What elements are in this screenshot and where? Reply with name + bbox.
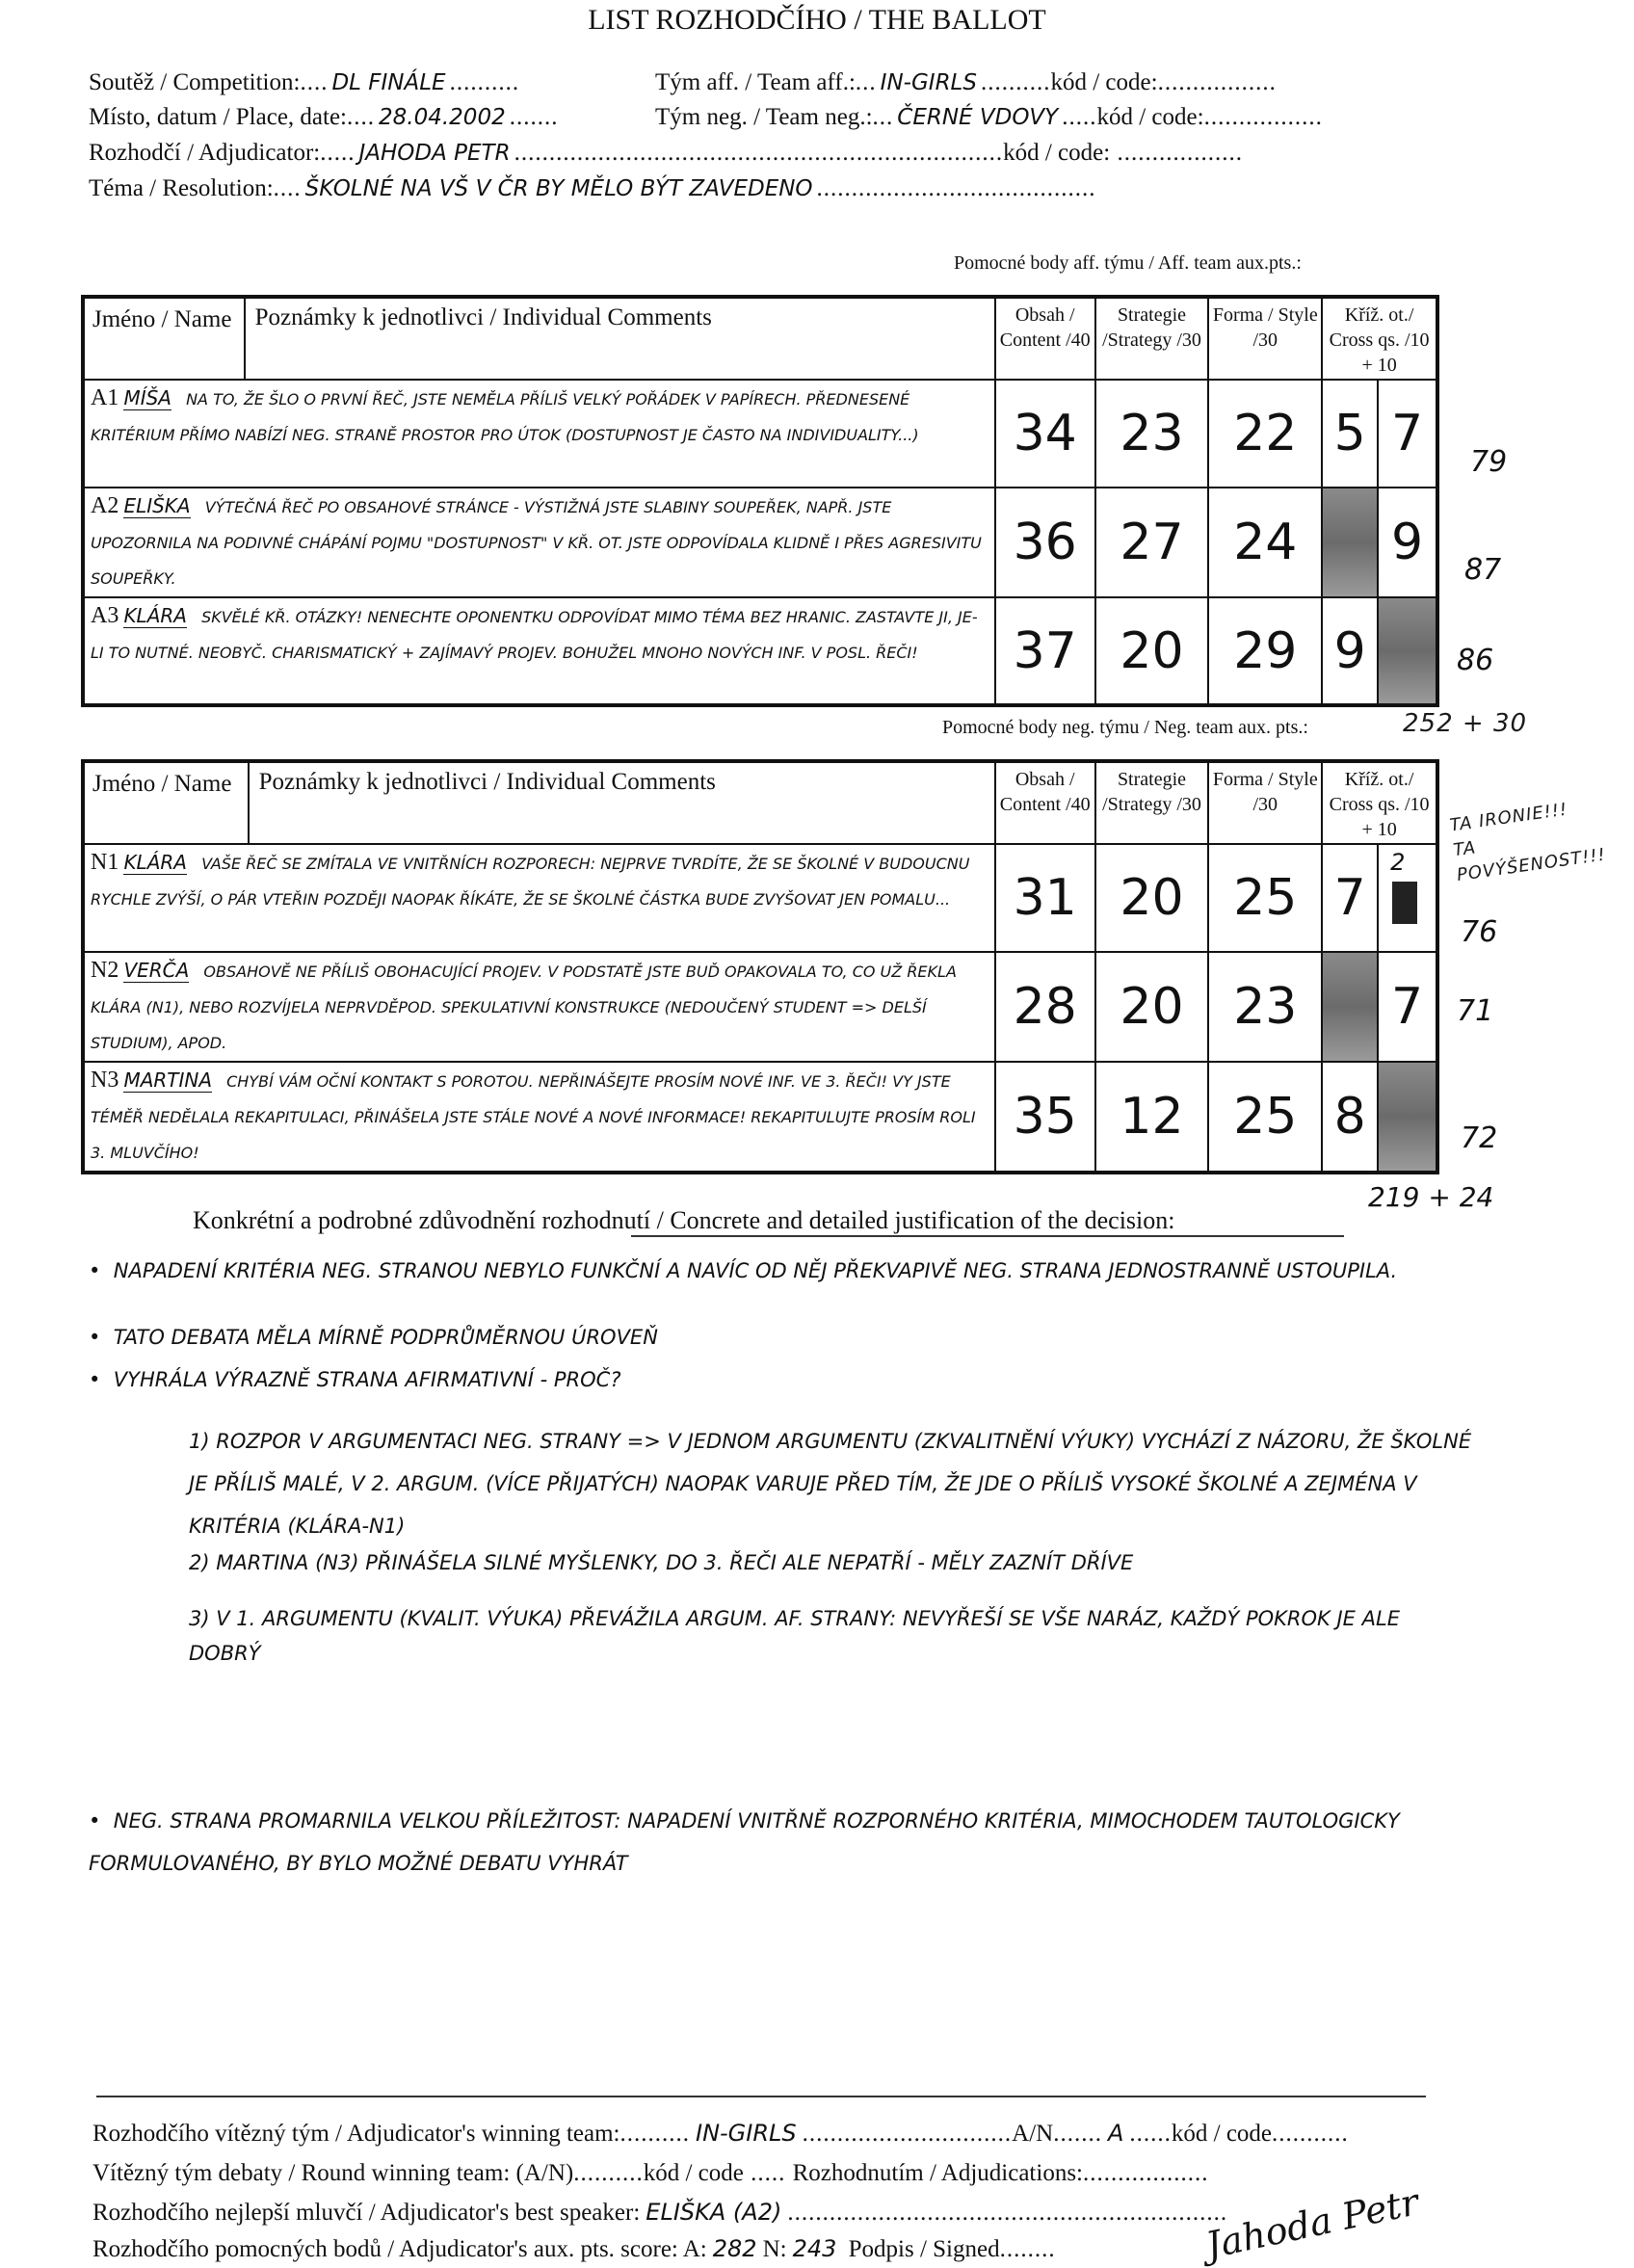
justification-bullet-2 <box>89 1326 1572 1349</box>
best-label: Rozhodčího nejlepší mluvčí / Adjudicator's best speaker: <box>92 2200 641 2226</box>
competition-label: Soutěž / Competition: <box>89 69 301 95</box>
team-neg-value: ČERNÉ VDOVY <box>897 105 1059 130</box>
speaker-name: MÍŠA <box>123 386 171 409</box>
an-label: A/N <box>1012 2121 1054 2147</box>
neg-total-n1: 76 <box>1461 915 1498 949</box>
bullet-text: TATO DEBATA MĚLA MÍRNĚ PODPRŮMĚRNOU ÚROVEŇ <box>113 1326 658 1349</box>
aux-label: Rozhodčího pomocných bodů / Adjudicator's aux. pts. score: A: <box>92 2236 707 2262</box>
neg-total-n2: 71 <box>1457 994 1494 1028</box>
team-aff-value: IN-GIRLS <box>880 70 977 95</box>
bullet-icon: • <box>89 1368 114 1391</box>
row-id: N3 <box>91 1068 119 1093</box>
score-cross-plus: 7 <box>1378 380 1437 488</box>
neg-aux-value: 252 + 30 <box>1403 709 1528 738</box>
score-style: 22 <box>1208 380 1322 488</box>
speaker-comment: CHYBÍ VÁM OČNÍ KONTAKT S POROTOU. NEPŘINÁŠEJTE PROSÍM NOVÉ INF. VE 3. ŘEČI! VY JSTE TÉMĚŘ NEDĚLALA REKAPITULACI, PŘINÁŠELA JSTE STÁLE NOVÉ A NOVÉ INFORMACE! REKAPITULUJTE PROSÍM ROLI 3. MLUVČÍHO! <box>91 1072 976 1162</box>
score-cross: 8 <box>1322 1062 1378 1173</box>
code-label-1: kód / code: <box>1050 69 1158 95</box>
justification-point-3: 3) V 1. ARGUMENTU (KVALIT. VÝUKA) PŘEVÁŽILA ARGUM. AF. STRANY: NEVYŘEŠÍ SE VŠE NARÁZ, KAŽDÝ POKROK JE ALE DOBRÝ <box>189 1607 1400 1665</box>
score-cross-plus: 7 <box>1378 952 1437 1062</box>
score-strategy: 20 <box>1095 952 1209 1062</box>
speaker-name: KLÁRA <box>123 851 187 874</box>
bullet-text: NEG. STRANA PROMARNILA VELKOU PŘÍLEŽITOST: NAPADENÍ VNITŘNĚ ROZPORNÉHO KRITÉRIA, MIMOCHODEM TAUTOLOGICKY FORMULOVANÉHO, BY BYLO MOŽNÉ DEBATU VYHRÁT <box>89 1809 1400 1875</box>
team-neg-label: Tým neg. / Team neg.: <box>655 104 873 130</box>
score-cross-plus-shaded <box>1378 1062 1437 1173</box>
score-cross-plus: 9 <box>1378 488 1437 597</box>
score-cross: 5 <box>1322 380 1378 488</box>
adjudicator-label: Rozhodčí / Adjudicator: <box>89 140 321 166</box>
speaker-comment: SKVĚLÉ KŘ. OTÁZKY! NENECHTE OPONENTKU ODPOVÍDAT MIMO TÉMA BEZ HRANIC. ZASTAVTE JI, JE-LI TO NUTNÉ. NEOBYČ. CHARISMATICKÝ + ZAJÍMAVÝ PROJEV. BOHUŽEL MNOHO NOVÝCH INF. V POSL. ŘEČI! <box>91 608 978 662</box>
score-style: 25 <box>1208 1062 1322 1173</box>
neg-col-strategy: Strategie /Strategy /30 <box>1095 761 1209 844</box>
aux-a-value: 282 <box>712 2235 757 2262</box>
score-strategy: 12 <box>1095 1062 1209 1173</box>
bullet-icon: • <box>89 1259 114 1282</box>
bullet-icon: • <box>89 1809 114 1833</box>
aff-col-comments: Poznámky k jednotlivci / Individual Comments <box>245 297 995 380</box>
neg-sum: 219 + 24 <box>1368 1181 1494 1213</box>
score-strategy: 20 <box>1095 844 1209 952</box>
competition-row: Soutěž / Competition:.... DL FINÁLE .......... <box>89 69 520 95</box>
neg-row-n1-comment-cell <box>83 844 995 952</box>
neg-col-style: Forma / Style /30 <box>1208 761 1322 844</box>
team-aff-label: Tým aff. / Team aff.: <box>655 69 856 95</box>
score-content: 37 <box>995 597 1095 705</box>
justification-point-2: 2) MARTINA (N3) PŘINÁŠELA SILNÉ MYŠLENKY, DO 3. ŘEČI ALE NEPATŘÍ - MĚLY ZAZNÍT DŘÍVE <box>189 1551 1134 1574</box>
table-row <box>83 488 1437 597</box>
bullet-icon: • <box>89 1326 114 1349</box>
footer-round-row: Vítězný tým debaty / Round winning team: (A/N)..........kód / code ..... Rozhodnutím / Adjudications:.................. <box>92 2160 1209 2186</box>
winning-value: IN-GIRLS <box>695 2120 797 2147</box>
aff-row-a1-comment-cell <box>83 380 995 488</box>
aff-total-a2: 87 <box>1464 553 1502 587</box>
aux-n-value: 243 <box>792 2235 837 2262</box>
footer-best-row: Rozhodčího nejlepší mluvčí / Adjudicator's best speaker: ELIŠKA (A2) ............................................................... <box>92 2199 1228 2226</box>
speaker-comment: VAŠE ŘEČ SE ZMÍTALA VE VNITŘNÍCH ROZPORECH: NEJPRVE TVRDÍTE, ŽE SE ŠKOLNÉ V BUDOUCNU RYCHLE ZVÝŠÍ, O PÁR VTEŘIN POZDĚJI NAOPAK ŘÍKÁTE, ŽE SE ŠKOLNÉ ČÁSTKA BUDE ZVYŠOVAT JEN POMALU... <box>91 855 970 909</box>
score-style: 25 <box>1208 844 1322 952</box>
blackout-mark <box>1392 882 1417 924</box>
bullet-text: NAPADENÍ KRITÉRIA NEG. STRANOU NEBYLO FUNKČNÍ A NAVÍC OD NĚJ PŘEKVAPIVĚ NEG. STRANA JEDNOSTRANNĚ USTOUPILA. <box>113 1259 1398 1282</box>
score-style: 29 <box>1208 597 1322 705</box>
signature: Jahoda Petr <box>1201 2180 1423 2267</box>
neg-col-name: Jméno / Name <box>83 761 249 844</box>
justification-underline <box>631 1235 1344 1237</box>
neg-row-n2-comment-cell <box>83 952 995 1062</box>
row-id: A1 <box>91 385 119 410</box>
score-cross: 7 <box>1322 844 1378 952</box>
row-id: N2 <box>91 958 119 983</box>
score-cross: 9 <box>1322 597 1378 705</box>
score-style: 24 <box>1208 488 1322 597</box>
justification-point-1: 1) ROZPOR V ARGUMENTACI NEG. STRANY => V JEDNOM ARGUMENTU (ZKVALITNĚNÍ VÝUKY) VYCHÁZÍ Z NÁZORU, ŽE ŠKOLNÉ JE PŘÍLIŠ MALÉ, V 2. ARGUM. (VÍCE PŘIJATÝCH) NAOPAK VARUJE PŘED TÍM, ŽE JDE O PŘÍLIŠ VYSOKÉ ŠKOLNÉ A ZEJMÉNA V KRITÉRIA (KLÁRA-N1) <box>189 1430 1472 1538</box>
adjudicator-row: Rozhodčí / Adjudicator:..... JAHODA PETR ......................................................................kód / code: .................. <box>89 140 1243 166</box>
score-cross-plus-shaded <box>1378 597 1437 705</box>
row-id: A3 <box>91 603 119 628</box>
neg-total-n3: 72 <box>1461 1121 1498 1155</box>
justification-title: Konkrétní a podrobné zdůvodnění rozhodnutí / Concrete and detailed justification of the decision: <box>193 1206 1175 1234</box>
resolution-value: ŠKOLNÉ NA VŠ V ČR BY MĚLO BÝT ZAVEDENO <box>304 176 813 201</box>
aux-n-label: N: <box>762 2236 787 2262</box>
code-label-3: kód / code: <box>1003 140 1111 166</box>
neg-row-n3-comment-cell <box>83 1062 995 1173</box>
signed-label: Podpis / Signed <box>848 2236 1000 2262</box>
place-value: 28.04.2002 <box>379 105 506 130</box>
score-content: 35 <box>995 1062 1095 1173</box>
score-content: 28 <box>995 952 1095 1062</box>
speaker-name: MARTINA <box>123 1068 213 1092</box>
footer-winning-row: Rozhodčího vítězný tým / Adjudicator's winning team:.......... IN-GIRLS ..............................A/N....... A ......kód / code........... <box>92 2120 1349 2147</box>
row-id: N1 <box>91 850 119 875</box>
round-code-label: kód / code <box>643 2160 744 2186</box>
score-cross-shaded <box>1322 488 1378 597</box>
speaker-name: KLÁRA <box>123 604 187 627</box>
aff-score-table <box>81 295 1439 707</box>
aff-col-name: Jméno / Name <box>83 297 245 380</box>
score-content: 31 <box>995 844 1095 952</box>
speaker-comment: VÝTEČNÁ ŘEČ PO OBSAHOVÉ STRÁNCE - VÝSTIŽNÁ JSTE SLABINY SOUPEŘEK, NAPŘ. JSTE UPOZORNILA NA PODIVNÉ CHÁPÁNÍ POJMU "DOSTUPNOST" V KŘ. OT. JSTE ODPOVÍDALA KLIDNĚ I PŘES AGRESIVITU SOUPEŘKY. <box>91 498 982 588</box>
score-strategy: 27 <box>1095 488 1209 597</box>
neg-col-comments: Poznámky k jednotlivci / Individual Comments <box>249 761 995 844</box>
an-value: A <box>1107 2120 1124 2147</box>
speaker-comment: OBSAHOVĚ NE PŘÍLIŠ OBOHACUJÍCÍ PROJEV. V PODSTATĚ JSTE BUĎ OPAKOVALA TO, CO UŽ ŘEKLA KLÁRA (N1), NEBO ROZVÍJELA NEPRVDĚPOD. SPEKULATIVNÍ KONSTRUKCE (NEDOUČENÝ STUDENT => DELŠÍ STUDIUM), APOD. <box>91 963 957 1052</box>
resolution-row: Téma / Resolution:.... ŠKOLNÉ NA VŠ V ČR BY MĚLO BÝT ZAVEDENO ........................................ <box>89 175 1096 201</box>
best-value: ELIŠKA (A2) <box>646 2199 782 2226</box>
aff-col-style: Forma / Style /30 <box>1208 297 1322 380</box>
table-row <box>83 597 1437 705</box>
score-cross-plus-cell <box>1378 844 1437 952</box>
competition-value: DL FINÁLE <box>331 70 446 95</box>
speaker-name: VERČA <box>123 959 190 982</box>
code-label-2: kód / code: <box>1096 104 1204 130</box>
place-label: Místo, datum / Place, date: <box>89 104 348 130</box>
aff-total-a3: 86 <box>1457 644 1494 677</box>
adjudicator-value: JAHODA PETR <box>358 141 511 166</box>
winning-label: Rozhodčího vítězný tým / Adjudicator's winning team: <box>92 2121 620 2147</box>
aff-aux-label: Pomocné body aff. týmu / Aff. team aux.pts.: <box>954 252 1302 274</box>
neg-score-table <box>81 759 1439 1174</box>
row-id: A2 <box>91 493 119 518</box>
aff-total-a1: 79 <box>1470 445 1508 479</box>
speaker-name: ELIŠKA <box>123 494 191 517</box>
table-row <box>83 952 1437 1062</box>
table-row <box>83 844 1437 952</box>
aff-row-a3-comment-cell <box>83 597 995 705</box>
aff-col-content: Obsah / Content /40 <box>995 297 1095 380</box>
aff-col-cross: Kříž. ot./ Cross qs. /10 + 10 <box>1322 297 1437 380</box>
team-neg-row: Tým neg. / Team neg.:... ČERNÉ VDOVY .....kód / code:................. <box>655 104 1323 130</box>
footer-aux-row: Rozhodčího pomocných bodů / Adjudicator's aux. pts. score: A: 282 N: 243 Podpis / Signed........ <box>92 2235 1056 2262</box>
score-style: 23 <box>1208 952 1322 1062</box>
score-cross-shaded <box>1322 952 1378 1062</box>
score-cross-plus: 2 <box>1390 849 1406 876</box>
aff-row-a2-comment-cell <box>83 488 995 597</box>
table-row <box>83 380 1437 488</box>
score-strategy: 20 <box>1095 597 1209 705</box>
round-label: Vítězný tým debaty / Round winning team: (A/N) <box>92 2160 574 2186</box>
speaker-comment: NA TO, ŽE ŠLO O PRVNÍ ŘEČ, JSTE NEMĚLA PŘÍLIŠ VELKÝ POŘÁDEK V PAPÍRECH. PŘEDNESENÉ KRITÉRIUM PŘÍMO NABÍZÍ NEG. STRANĚ PROSTOR PRO ÚTOK (DOSTUPNOST JE ČASTO NA INDIVIDUALITY...) <box>91 390 919 444</box>
resolution-label: Téma / Resolution: <box>89 175 274 201</box>
adjudications-label: Rozhodnutím / Adjudications: <box>792 2160 1083 2186</box>
neg-col-content: Obsah / Content /40 <box>995 761 1095 844</box>
justification-bullet-1 <box>89 1254 1572 1287</box>
table-row <box>83 1062 1437 1173</box>
neg-aux-label: Pomocné body neg. týmu / Neg. team aux. pts.: <box>942 717 1308 738</box>
page-title: LIST ROZHODČÍHO / THE BALLOT <box>588 4 1046 36</box>
bullet-text: VYHRÁLA VÝRAZNĚ STRANA AFIRMATIVNÍ - PROČ? <box>113 1368 621 1391</box>
footer-divider <box>96 2096 1426 2097</box>
team-aff-row: Tým aff. / Team aff.:... IN-GIRLS ..........kód / code:................. <box>655 69 1277 95</box>
place-row: Místo, datum / Place, date:.... 28.04.2002 ....... <box>89 104 559 130</box>
score-content: 36 <box>995 488 1095 597</box>
score-strategy: 23 <box>1095 380 1209 488</box>
neg-side-note: TA IRONIE!!! TA POVÝŠENOST!!! <box>1448 799 1608 886</box>
footer-code-label: kód / code <box>1171 2121 1273 2147</box>
aff-col-strategy: Strategie /Strategy /30 <box>1095 297 1209 380</box>
score-content: 34 <box>995 380 1095 488</box>
justification-bullet-3 <box>89 1368 1572 1391</box>
justification-final-bullet <box>89 1800 1457 1885</box>
neg-col-cross: Kříž. ot./ Cross qs. /10 + 10 <box>1322 761 1437 844</box>
